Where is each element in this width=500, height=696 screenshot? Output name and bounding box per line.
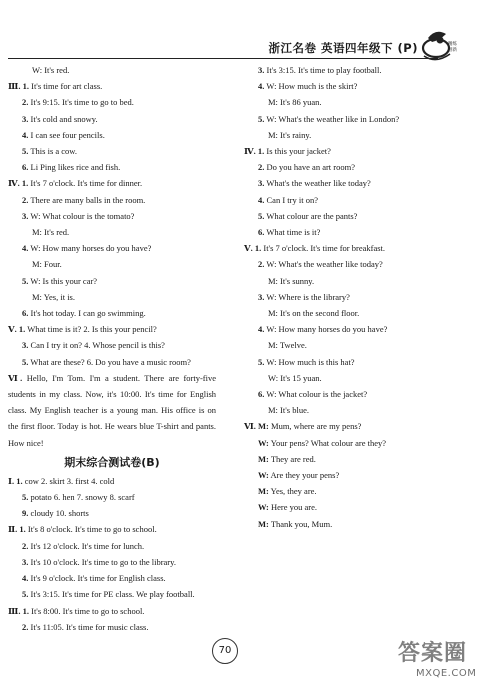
item-number: Ⅳ. 1. [244, 146, 265, 157]
answer-line [244, 305, 474, 321]
page-number: 70 [212, 638, 238, 664]
answer-line [244, 483, 474, 499]
item-number: 3. [22, 340, 29, 351]
answer-line [244, 256, 474, 272]
answer-line [244, 467, 474, 483]
answer-text: It's 7 o'clock. It's time for breakfast. [263, 243, 386, 254]
item-number: 6. [22, 162, 29, 173]
answer-text: It's hot today. I can go swimming. [30, 308, 146, 319]
item-number: 2. [258, 259, 265, 270]
answer-line [244, 337, 474, 353]
item-number: 3. [22, 556, 29, 567]
answer-text: There are many balls in the room. [30, 194, 146, 205]
answer-text: cow 2. skirt 3. first 4. cold [24, 475, 115, 486]
answer-text: Is this your jacket? [266, 146, 331, 157]
answer-text: It's 3:15. It's time for PE class. We play football. [30, 589, 195, 600]
answer-line [8, 62, 216, 78]
answer-text: It's 12 o'clock. It's time for lunch. [30, 540, 145, 551]
answer-line [8, 159, 216, 175]
item-number: 4. [22, 243, 29, 254]
answer-line [8, 289, 216, 305]
page-header [0, 0, 500, 68]
answer-text: potato 6. hen 7. snowy 8. scarf [30, 492, 135, 503]
answer-line [8, 354, 216, 370]
answer-line [8, 256, 216, 272]
answer-text: What colour are the pants? [266, 210, 358, 221]
answer-line [244, 192, 474, 208]
answer-line [8, 111, 216, 127]
item-number: 5. [22, 356, 29, 367]
item-number: Ⅴ. 1. [244, 243, 262, 254]
answer-line [244, 386, 474, 402]
item-number: Ⅵ. M: [244, 421, 269, 432]
test-title: 期末综合测试卷(B) [64, 455, 160, 469]
answer-text: It's 9:15. It's time to go to bed. [30, 97, 134, 108]
header-rule [8, 58, 438, 59]
answer-line [8, 94, 216, 110]
answer-text: W: What colour is the tomato? [30, 210, 135, 221]
answer-text: M: It's rainy. [268, 129, 312, 140]
item-number: Ⅱ. 1. [8, 524, 26, 535]
reading-paragraph [8, 370, 216, 451]
answer-text: W: Where is the library? [266, 291, 350, 302]
answer-line [244, 143, 474, 159]
left-answer-list [8, 62, 216, 370]
answer-text: M: It's red. [32, 227, 70, 238]
item-number: 5. [22, 275, 29, 286]
answer-text: Your pens? What colour are they? [270, 437, 387, 448]
answer-text: W: What's the weather like in London? [266, 113, 400, 124]
answer-text: What are these? 6. Do you have a music room? [30, 356, 191, 367]
item-number: 3. [258, 65, 265, 75]
item-number: Ⅳ. 1. [8, 178, 29, 189]
item-number: 9. [22, 508, 29, 519]
answer-line [244, 370, 474, 386]
answer-line [244, 273, 474, 289]
answer-line [8, 521, 216, 537]
answer-text: W: How much is the skirt? [266, 81, 358, 92]
answer-line [8, 603, 216, 619]
answer-text: M: It's on the second floor. [268, 308, 360, 319]
answer-text: I can see four pencils. [30, 129, 105, 140]
answer-text: W: How much is this hat? [266, 356, 355, 367]
answer-text: W: Is this your car? [30, 275, 98, 286]
answer-text: W: It's 15 yuan. [268, 372, 322, 383]
item-number: 5. [258, 113, 265, 124]
answer-text: W: It's red. [32, 65, 70, 75]
item-number: W: [258, 437, 269, 448]
item-number: 2. [22, 194, 29, 205]
item-number: 6. [258, 227, 265, 238]
answer-line [244, 402, 474, 418]
watermark-logo-text: 答案圈 [398, 641, 468, 666]
answer-line [8, 305, 216, 321]
answer-text: What time is it? [266, 227, 321, 238]
answer-text: It's 11:05. It's time for music class. [30, 621, 149, 632]
item-number: Ⅴ. 1. [8, 324, 26, 335]
brand-logo [418, 26, 474, 66]
answer-text: M: It's sunny. [268, 275, 315, 286]
answer-line [8, 273, 216, 289]
answer-text: W: What colour is the jacket? [266, 389, 368, 400]
answer-line [244, 127, 474, 143]
answer-line [244, 78, 474, 94]
answer-text: It's 3:15. It's time to play football. [266, 65, 382, 75]
right-answer-list [244, 62, 474, 532]
item-number: 4. [258, 81, 265, 92]
site-watermark [398, 640, 498, 696]
answer-line [244, 62, 474, 78]
item-number: 3. [22, 210, 29, 221]
answer-line [8, 337, 216, 353]
left-answer-column [8, 62, 216, 635]
item-number: 6. [22, 308, 29, 319]
answer-line [244, 94, 474, 110]
answer-text: M: Yes, it is. [32, 291, 75, 302]
answer-text: Can I try it on? 4. Whose pencil is this? [30, 340, 165, 351]
answer-line [8, 570, 216, 586]
item-number: 3. [258, 178, 265, 189]
item-number: 2. [258, 162, 265, 173]
answer-line [8, 505, 216, 521]
book-title: 浙江名卷 英语四年级下 (P) [268, 41, 418, 55]
item-number: Ⅰ. 1. [8, 475, 23, 486]
answer-text: It's 10 o'clock. It's time to go to the library. [30, 556, 176, 567]
answer-line [244, 289, 474, 305]
answer-text: It's time for art class. [31, 81, 103, 92]
answer-text: M: Four. [32, 259, 62, 270]
answer-text: M: It's blue. [268, 405, 309, 416]
answer-line [8, 538, 216, 554]
answer-line [8, 473, 216, 489]
answer-line [244, 111, 474, 127]
answer-line [244, 208, 474, 224]
answer-line [244, 224, 474, 240]
answer-line [8, 143, 216, 159]
answer-text: Are they your pens? [270, 470, 340, 481]
answer-line [244, 451, 474, 467]
answer-line [244, 175, 474, 191]
answer-text: W: What's the weather like today? [266, 259, 383, 270]
answer-text: M: Twelve. [268, 340, 307, 351]
answer-text: cloudy 10. shorts [30, 508, 89, 519]
answer-line [244, 516, 474, 532]
answer-text: It's cold and snowy. [30, 113, 98, 124]
answer-text: What time is it? 2. Is this your pencil? [27, 324, 157, 335]
answer-line [8, 321, 216, 337]
answer-line [8, 192, 216, 208]
item-number: 2. [22, 621, 29, 632]
answer-line [8, 127, 216, 143]
answer-text: Here you are. [271, 502, 318, 513]
answer-line [244, 418, 474, 434]
answer-text: What's the weather like today? [266, 178, 371, 189]
item-number: 4. [258, 194, 265, 205]
item-number: 4. [22, 129, 29, 140]
answer-line [8, 224, 216, 240]
answer-line [8, 586, 216, 602]
item-number: M: [258, 486, 269, 497]
item-number: 4. [258, 324, 265, 335]
item-number: Ⅲ. 1. [8, 81, 29, 92]
paragraph-number: Ⅵ. [8, 372, 23, 383]
answer-text: It's 8 o'clock. It's time to go to school. [27, 524, 157, 535]
watermark-url: MXQE.COM [416, 668, 477, 679]
answer-text: Li Ping likes rice and fish. [30, 162, 121, 173]
item-number: 5. [22, 146, 29, 157]
answer-text: This is a cow. [30, 146, 78, 157]
answer-text: Thank you, Mum. [270, 518, 333, 529]
answer-text: Mum, where are my pens? [271, 421, 362, 432]
answer-text: Yes, they are. [270, 486, 317, 497]
answer-text: It's 8:00. It's time to go to school. [31, 605, 145, 616]
item-number: W: [258, 502, 269, 513]
answer-text: It's 9 o'clock. It's time for English class. [30, 573, 166, 584]
item-number: W: [258, 470, 269, 481]
answer-line [244, 499, 474, 515]
item-number: M: [258, 518, 269, 529]
item-number: 3. [22, 113, 29, 124]
item-number: 5. [22, 492, 29, 503]
answer-line [8, 78, 216, 94]
item-number: 2. [22, 97, 29, 108]
right-answer-column [244, 62, 474, 532]
item-number: 4. [22, 573, 29, 584]
logo-emblem-icon [418, 26, 474, 66]
answer-text: They are red. [270, 453, 316, 464]
item-number: 5. [22, 589, 29, 600]
answer-text: W: How many horses do you have? [30, 243, 152, 254]
item-number: 5. [258, 210, 265, 221]
answer-text: It's 7 o'clock. It's time for dinner. [30, 178, 143, 189]
answer-line [244, 354, 474, 370]
answer-line [244, 240, 474, 256]
answer-line [244, 435, 474, 451]
answer-line [8, 208, 216, 224]
item-number: M: [258, 453, 269, 464]
answer-line [8, 240, 216, 256]
answer-text: W: How many horses do you have? [266, 324, 388, 335]
item-number: 5. [258, 356, 265, 367]
answer-line [8, 175, 216, 191]
left-answer-list-2 [8, 473, 216, 635]
item-number: 2. [22, 540, 29, 551]
item-number: 6. [258, 389, 265, 400]
logo-text: 精练 创新 [448, 42, 457, 53]
answer-line [8, 489, 216, 505]
answer-line [244, 321, 474, 337]
item-number: 3. [258, 291, 265, 302]
answer-line [244, 159, 474, 175]
answer-text: M: It's 86 yuan. [268, 97, 322, 108]
item-number: Ⅲ. 1. [8, 605, 29, 616]
answer-line [8, 554, 216, 570]
answer-text: Can I try it on? [266, 194, 318, 205]
answer-text: Do you have an art room? [266, 162, 356, 173]
paragraph-text: Hello, I'm Tom. I'm a student. There are forty-five students in my class. Now, it's 10:00. It's time for English class. My English teacher is a young man. His office is on the first floor. Today is hot. He wears blue T-shirt and pants. How nice! [8, 372, 217, 448]
answer-line [8, 619, 216, 635]
